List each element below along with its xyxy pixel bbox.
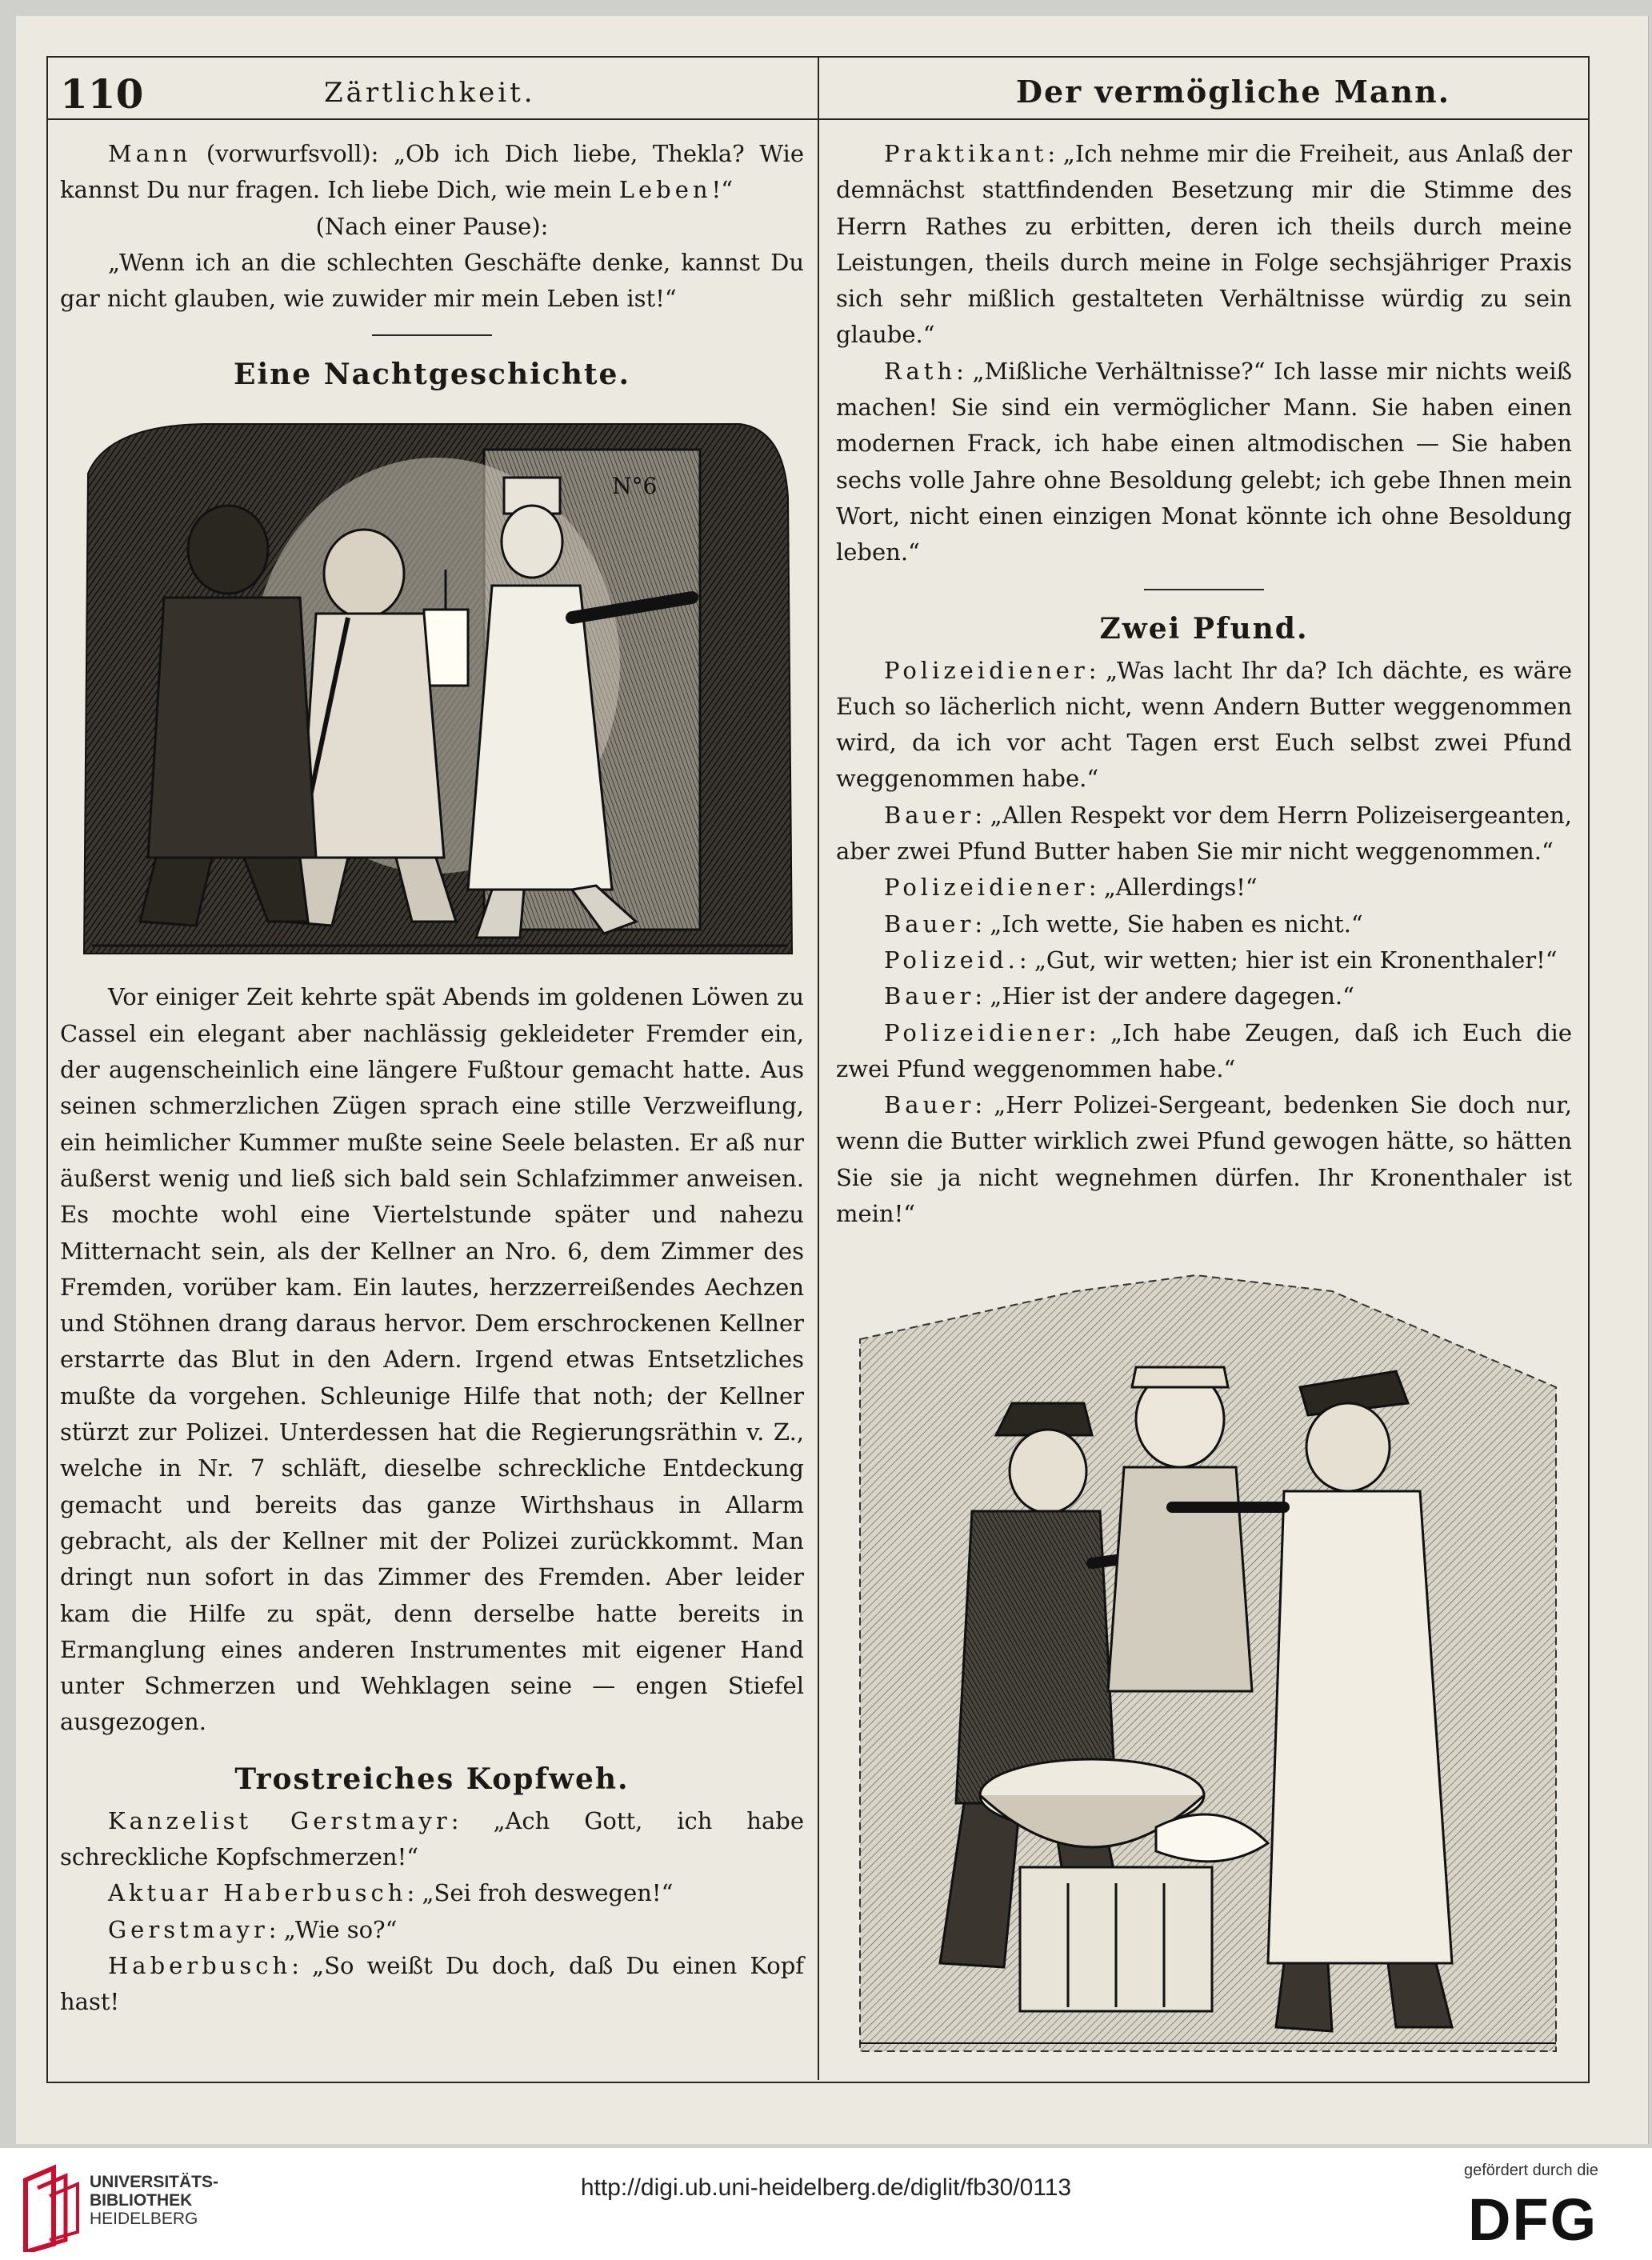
article-title-pfund: Zwei Pfund. — [1099, 611, 1309, 646]
pfund-line: Bauer: „Hier ist der andere dagegen.“ — [884, 982, 1354, 1010]
kopfweh-line-3: Gerstmayr: „Wie so?“ — [108, 1915, 398, 1943]
article-title-kopfweh: Trostreiches Kopfweh. — [234, 1762, 630, 1796]
pfund-line: Bauer: „Herr Polizei-Sergeant, bedenken Sie doch nur, wenn die Butter wirklich zwei Pfund gewogen hätte, so hätten Sie sie ja nicht wegnehmen dürfen. Ihr Kronenthaler ist mein!“ — [836, 1091, 1572, 1228]
right-column — [836, 136, 1572, 2077]
pfund-line: Bauer: „Ich wette, Sie haben es nicht.“ — [884, 910, 1363, 938]
left-column — [60, 136, 804, 2021]
pfund-line: Polizeidiener: „Was lacht Ihr da? Ich dächte, es wäre Euch so lächerlich nicht, wenn Andern Butter weggenommen wird, da ich vor acht Tagen erst Euch selbst zwei Pfund weggenommen habe.“ — [836, 656, 1572, 793]
separator — [1144, 589, 1264, 590]
article-title-vermoeglich: Der vermögliche Mann. — [1016, 74, 1450, 110]
page-number: 110 — [60, 70, 144, 118]
dfg-logo: DFG — [1468, 2186, 1598, 2253]
kopfweh-line-1: Kanzelist Gerstmayr: „Ach Gott, ich habe schreckliche Kopfschmerzen!“ — [60, 1806, 804, 1871]
pfund-line: Bauer: „Allen Respekt vor dem Herrn Polizeisergeanten, aber zwei Pfund Butter haben Sie mir nicht weggenommen.“ — [836, 801, 1572, 866]
pfund-line: Polizeidiener: „Ich habe Zeugen, daß ich Euch die zwei Pfund weggenommen habe.“ — [836, 1018, 1572, 1082]
column-rule — [818, 58, 819, 2080]
footer-bar — [0, 2148, 1652, 2260]
library-name: UNIVERSITÄTS- BIBLIOTHEK HEIDELBERG — [90, 2173, 219, 2228]
mann-line-2: „Wenn ich an die schlechten Geschäfte denke, kannst Du gar nicht glauben, wie zuwider mir mein Leben ist!“ — [60, 248, 804, 313]
night-scene-illustration — [60, 410, 804, 962]
pause-line: (Nach einer Pause): — [315, 212, 549, 240]
pfund-line: Polizeidiener: „Allerdings!“ — [884, 874, 1258, 902]
funded-by-label: gefördert durch die — [1464, 2162, 1598, 2179]
rath-line: Rath: „Mißliche Verhältnisse?“ Ich lasse mir nichts weiß machen! Sie sind ein vermöglicher Mann. Sie haben einen modernen Frack, ich habe einen altmodischen — Sie haben sechs volle Jahre ohne Besoldung gelebt; ich gebe Ihnen mein Wort, nicht einen einzigen Monat könnte ich ohne Besoldung leben.“ — [836, 357, 1572, 566]
nachtgeschichte-text: Vor einiger Zeit kehrte spät Abends im goldenen Löwen zu Cassel ein elegant aber nachlässig gekleideter Fremder ein, der augenscheinlich eine längere Fußtour gemacht hatte. Aus seinen schmerzlichen Zügen sprach eine stille Verzweiflung, ein heimlicher Kummer mußte seine Seele belasten. Er aß nur äußerst wenig und ließ sich bald sein Schlafzimmer anweisen. Es mochte wohl eine Viertelstunde später und nahezu Mitternacht sein, als der Kellner an Nro. 6, dem Zimmer des Fremden, vorüber kam. Ein lautes, herzzerreißendes Aechzen und Stöhnen drang daraus hervor. Dem erschrockenen Kellner erstarrte das Blut in den Adern. Irgend etwas Entsetzliches mußte da vorgehen. Schleunige Hilfe that noth; der Kellner stürzt zur Polizei. Unterdessen hat die Regierungsräthin v. Z., welche in Nr. 7 schläft, dieselbe schreckliche Entdeckung gemacht und bereits das ganze Wirthshaus in Allarm gebracht, als der Kellner mit der Polizei zurückkommt. Man dringt nun sofort in das Zimmer des Fremden. Aber leider kam die Hilfe zu spät, denn derselbe hatte bereits in Ermanglung eines anderen Instrumentes mit eigener Hand unter Schmerzen und Wehklagen seine — engen Stiefel ausgezogen. — [60, 983, 804, 1736]
kopfweh-line-2: Aktuar Haberbusch: „Sei froh deswegen!“ — [108, 1879, 674, 1907]
speaker-mann: Mann — [108, 140, 192, 167]
mann-line: Mann (vorwurfsvoll): „Ob ich Dich liebe, Thekla? Wie kannst Du nur fragen. Ich liebe Dich, wie mein Leben!“ — [60, 140, 804, 204]
article-title-nachtgeschichte: Eine Nachtgeschichte. — [234, 358, 630, 392]
market-scene-illustration — [836, 1243, 1572, 2059]
kopfweh-line-4: Haberbusch: „So weißt Du doch, daß Du einen Kopf hast! — [60, 1951, 804, 2016]
door-number: N°6 — [612, 473, 658, 500]
separator — [372, 334, 492, 336]
pfund-line: Polizeid.: „Gut, wir wetten; hier ist ein Kronenthaler!“ — [884, 946, 1558, 974]
source-url-link[interactable]: http://digi.ub.uni-heidelberg.de/diglit/fb30/0113 — [580, 2174, 1072, 2201]
running-title: Zärtlichkeit. — [324, 77, 536, 109]
praktikant-line: Praktikant: „Ich nehme mir die Freiheit, aus Anlaß der demnächst stattfindenden Besetzung mir die Stimme des Herrn Rathes zu erbitten, deren ich theils durch meine Leistungen, theils durch meine in Folge sechsjähriger Praxis sich sehr mißlich gestalteten Verhältnisse würdig zu sein glaube.“ — [836, 140, 1572, 349]
